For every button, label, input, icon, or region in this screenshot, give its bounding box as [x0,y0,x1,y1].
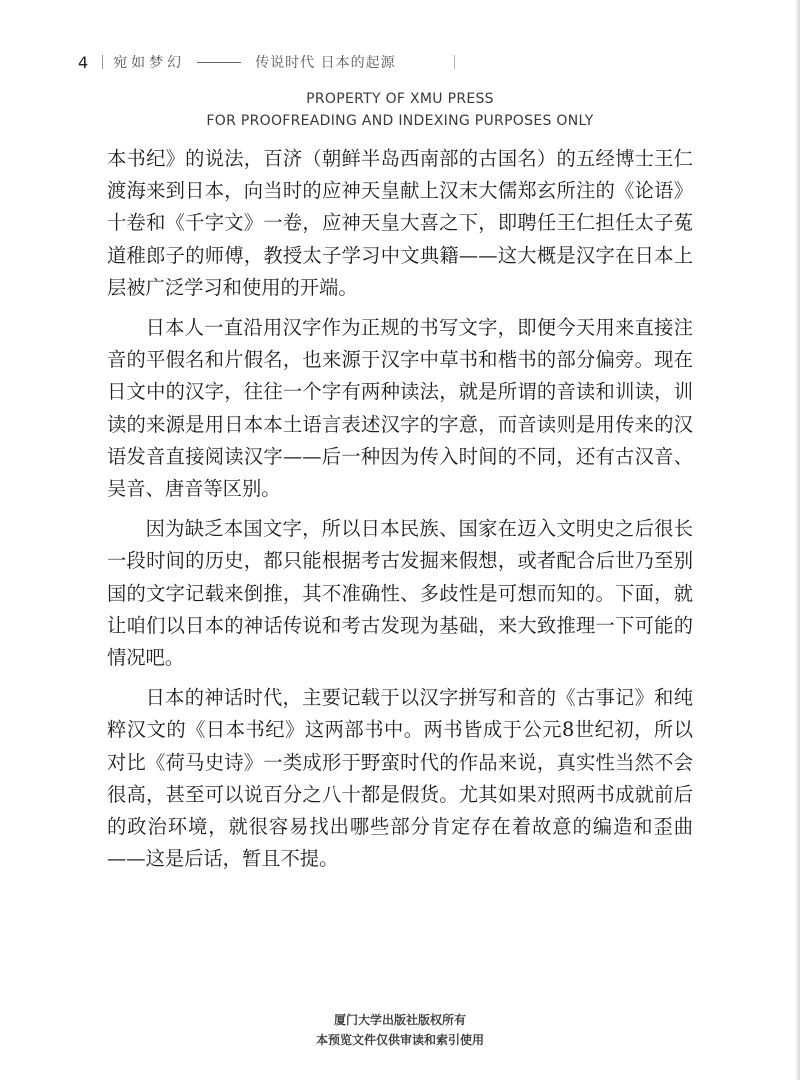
paragraph-3: 因为缺乏本国文字，所以日本民族、国家在迈入文明史之后很长一段时间的历史，都只能根据考古发掘来假想，或者配合后世乃至别国的文字记载来倒推，其不准确性、多歧性是可想而知的。下面，就让咱们以日本的神话传说和考古发现为基础，来大致推理一下可能的情况吧。 [107,517,693,670]
paragraph-4: 日本的神话时代，主要记载于以汉字拼写和音的《古事记》和纯粹汉文的《日本书纪》这两部书中。两书皆成于公元8世纪初，所以对比《荷马史诗》一类成形于野蛮时代的作品来说，真实性当然不会很高，甚至可以说百分之八十都是假货。尤其如果对照两书成就前后的政治环境，就很容易找出哪些部分肯定存在着故意的编造和歪曲——这是后话，暂且不提。 [107,686,693,871]
footer-line-1: 厦门大学出版社版权所有 [333,1013,466,1027]
paragraph-1: 本书纪》的说法，百济（朝鲜半岛西南部的古国名）的五经博士王仁渡海来到日本，向当时的应神天皇献上汉末大儒郑玄所注的《论语》十卷和《千字文》一卷，应神天皇大喜之下，即聘任王仁担任太子菟道稚郎子的师傅，教授太子学习中文典籍——这大概是汉字在日本上层被广泛学习和使用的开端。 [107,147,693,299]
page-number: 4 [78,52,89,72]
book-title: 宛如梦幻 [113,55,186,71]
body-text [107,143,693,883]
head-rule [197,62,241,63]
copyright-footer [0,1010,800,1050]
chapter-title: 传说时代 日本的起源 [255,55,396,71]
page-edge-shadow [796,0,800,1080]
watermark-line-2: FOR PROOFREADING AND INDEXING PURPOSES ONLY [206,113,594,129]
head-end-separator [454,55,455,69]
watermark-line-1: PROPERTY OF XMU PRESS [306,91,494,107]
head-separator [102,55,103,69]
paragraph-2: 日本人一直沿用汉字作为正规的书写文字，即便今天用来直接注音的平假名和片假名，也来源于汉字中草书和楷书的部分偏旁。现在日文中的汉字，往往一个字有两种读法，就是所谓的音读和训读，训读的来源是用日本本土语言表述汉字的字意，而音读则是用传来的汉语发音直接阅读汉字——后一种因为传入时间的不同，还有古汉音、吴音、唐音等区别。 [107,316,693,501]
proof-watermark [0,88,800,132]
running-head [78,50,455,74]
footer-line-2: 本预览文件仅供审读和索引使用 [315,1033,484,1047]
